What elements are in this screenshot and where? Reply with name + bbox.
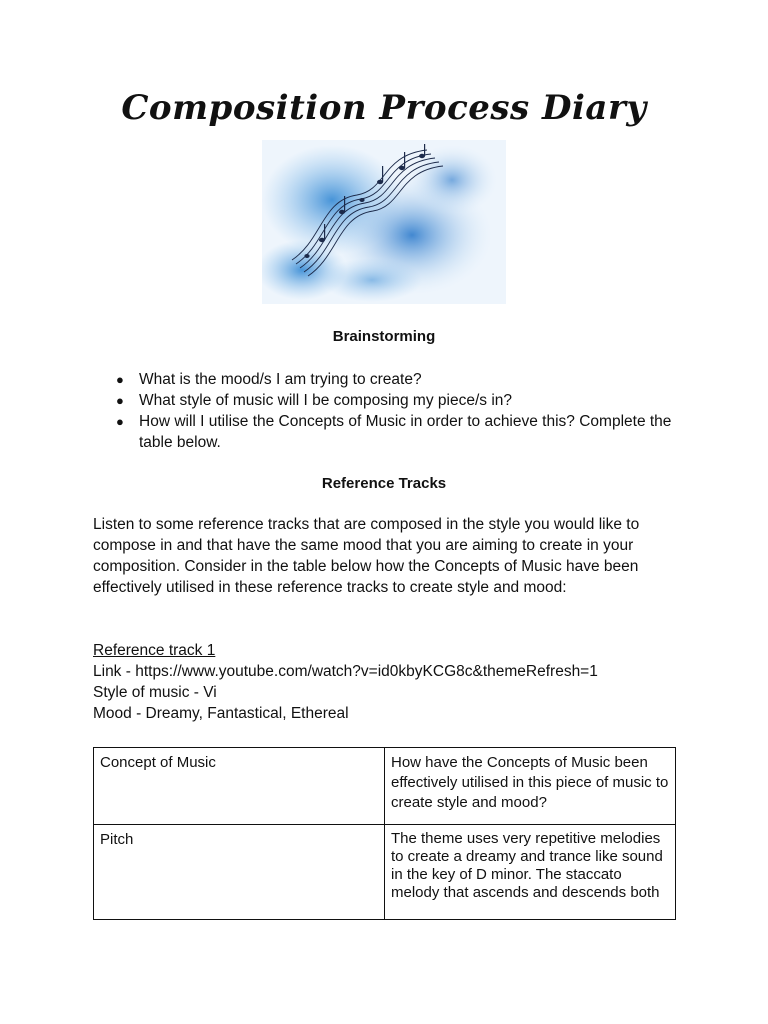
reference-track-link[interactable]: Link - https://www.youtube.com/watch?v=id0kbyKCG8c&themeRefresh=1 (93, 663, 598, 680)
page-title: Composition Process Diary (121, 88, 647, 128)
reference-track-mood: Mood - Dreamy, Fantastical, Ethereal (93, 705, 349, 722)
table-row (94, 825, 676, 920)
reference-track-label: Reference track 1 (93, 642, 216, 659)
list-item: ● What is the mood/s I am trying to create? (116, 371, 422, 388)
table-cell-description: The theme uses very repetitive melodies to create a dreamy and trance like sound in the key of D minor. The staccato melody that ascends and descends both (385, 825, 676, 920)
concepts-table (93, 747, 676, 920)
table-cell-concept: Pitch (94, 825, 385, 920)
bullet-icon: ● (116, 414, 124, 429)
brainstorming-list (114, 369, 674, 453)
reference-tracks-intro: Listen to some reference tracks that are composed in the style you would like to compose in and that have the same mood that you are aiming to create in your composition. Consider in the table below how the Concepts of Music have been effectively utilised in these reference tracks to create style and mood: (93, 516, 640, 596)
bullet-icon: ● (116, 393, 124, 408)
list-item: ● How will I utilise the Concepts of Music in order to achieve this? Complete the table below. (116, 413, 672, 451)
reference-track-details (93, 640, 693, 724)
list-item: ● What style of music will I be composing my piece/s in? (116, 392, 512, 409)
table-header-row (94, 748, 676, 825)
table-header-concept: Concept of Music (94, 748, 385, 825)
reference-tracks-heading: Reference Tracks (321, 475, 447, 492)
brainstorming-heading: Brainstorming (332, 328, 436, 345)
table-header-description: How have the Concepts of Music been effectively utilised in this piece of music to create style and mood? (385, 748, 676, 825)
reference-track-style: Style of music - Vi (93, 684, 217, 701)
music-notes-watercolor-image (262, 140, 506, 304)
bullet-icon: ● (116, 372, 124, 387)
